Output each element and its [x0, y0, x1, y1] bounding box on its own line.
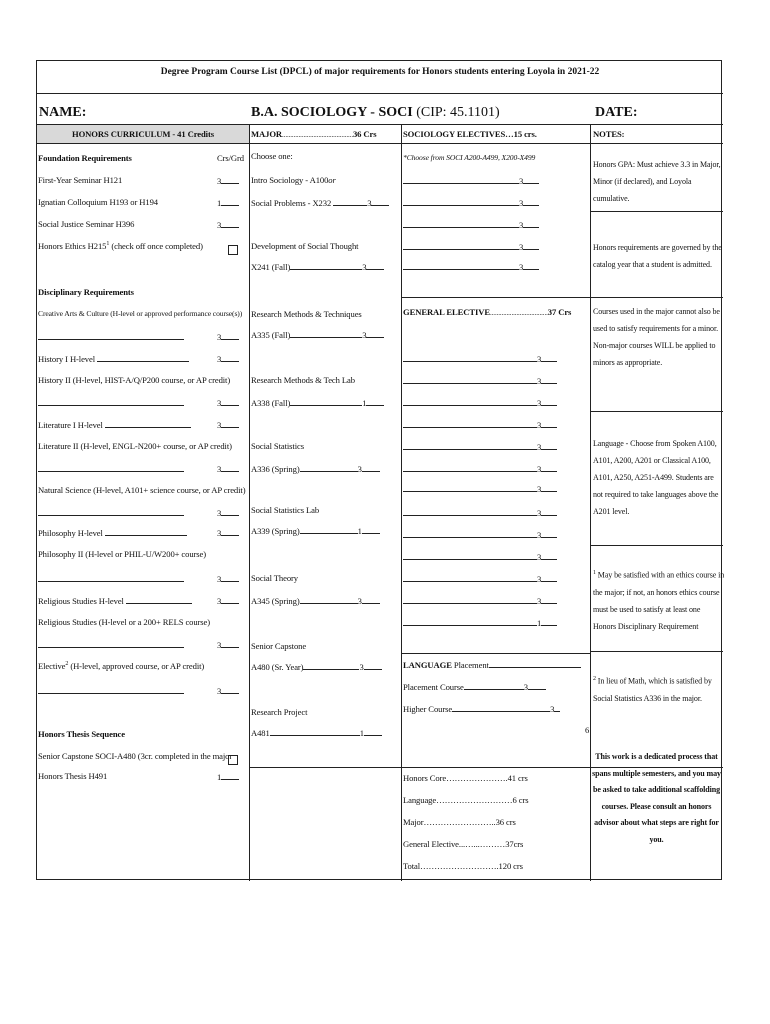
course-line[interactable]: Social Problems - X232 3: [251, 197, 389, 208]
divider: [590, 651, 723, 652]
crs-grd-header: Crs/Grd: [217, 153, 244, 163]
course-line: Senior Capstone: [251, 641, 307, 651]
course-blank[interactable]: [38, 507, 184, 518]
name-label: NAME:: [39, 105, 87, 120]
elective-blank[interactable]: 3: [403, 573, 557, 584]
course-line: Literature I H-level: [38, 419, 191, 430]
elective-blank[interactable]: 3: [403, 175, 539, 186]
credit-entry[interactable]: 1: [217, 771, 239, 782]
elective-blank[interactable]: 3: [403, 551, 557, 562]
math-footnote: $^2$ In lieu of Math, which is satisfied by Social Statistics A336 in the major.: [593, 676, 712, 703]
credit-entry[interactable]: 3: [217, 573, 239, 584]
course-line: History I H-level: [38, 353, 189, 364]
ethics-checkbox[interactable]: [228, 241, 238, 259]
course-line: Ignatian Colloquium H193 or H194: [38, 197, 158, 207]
elective-blank[interactable]: 3: [403, 463, 557, 474]
course-line[interactable]: A481 1: [251, 727, 382, 738]
credit-entry[interactable]: 3: [217, 507, 239, 518]
course-blank[interactable]: [38, 397, 184, 408]
credit-entry[interactable]: 3: [217, 595, 239, 606]
disciplinary-heading: Disciplinary Requirements: [38, 287, 134, 297]
elective-blank[interactable]: 3: [403, 419, 557, 430]
course-line: Philosophy II (H-level or PHIL-U/W200+ course): [38, 549, 207, 559]
total-row: General Elective...…...………37crs: [403, 839, 524, 849]
elective-blank[interactable]: 3: [403, 241, 539, 252]
course-line: First-Year Seminar H121: [38, 175, 123, 185]
notes-heading: NOTES:: [593, 129, 625, 139]
thesis-note: This work is a dedicated process that spans multiple semesters, and you may be asked to take additional scaffolding courses. Please consult an honors advisor about what steps are right for you.: [592, 752, 721, 844]
course-line[interactable]: A336 (Spring) 3: [251, 463, 380, 474]
divider: [37, 93, 723, 94]
course-line[interactable]: A335 (Fall) 3: [251, 329, 384, 340]
divider: [401, 297, 723, 298]
course-line: History II (H-level, HIST-A/Q/P200 course, or AP credit): [38, 375, 231, 385]
course-line: Creative Arts & Culture (H-level or approved performance course(s)): [38, 309, 243, 318]
course-blank[interactable]: [38, 685, 184, 696]
elective-blank[interactable]: 3: [403, 397, 557, 408]
credit-entry[interactable]: 3: [217, 639, 239, 650]
credit-entry[interactable]: 3: [217, 175, 239, 186]
course-line: Social Theory: [251, 573, 298, 583]
course-line: Development of Social Thought: [251, 241, 359, 251]
elective-blank[interactable]: 3: [403, 353, 557, 364]
course-line: Philosophy H-level: [38, 527, 187, 538]
credit-entry[interactable]: 3: [217, 219, 239, 230]
divider: [590, 143, 723, 144]
date-label: DATE:: [595, 105, 638, 120]
course-line: Intro Sociology - A100or: [251, 175, 336, 185]
credit-entry[interactable]: 3: [217, 527, 239, 538]
course-line: Research Methods & Techniques: [251, 309, 362, 319]
credit-entry[interactable]: 3: [217, 397, 239, 408]
foundation-heading: Foundation Requirements: [38, 153, 132, 163]
program-title: B.A. SOCIOLOGY - SOCI (CIP: 45.1101): [251, 105, 500, 120]
course-line: Social Statistics: [251, 441, 304, 451]
course-line: Religious Studies (H-level or a 200+ RELS course): [38, 617, 211, 627]
electives-note: *Choose from SOCI A200-A499, X200-X499: [403, 153, 536, 162]
elective-blank[interactable]: 1: [403, 617, 557, 628]
dpcl-form: [36, 60, 725, 880]
course-line: Honors Ethics $H215^1$ (check off once completed): [38, 241, 203, 251]
course-line[interactable]: X241 (Fall) 3: [251, 261, 384, 272]
soc-electives-heading: SOCIOLOGY ELECTIVES…15 crs.: [403, 129, 537, 139]
general-elective-heading: GENERAL ELECTIVE...................................37 Crs: [403, 307, 572, 317]
elective-blank[interactable]: 3: [403, 375, 557, 386]
major-heading: MAJOR...........................................36 Crs: [251, 129, 377, 139]
course-line: Senior Capstone SOCI-A480 (3cr. completed in the major: [38, 751, 233, 761]
course-line: Honors Thesis H491: [38, 771, 108, 781]
elective-blank[interactable]: 3: [403, 441, 557, 452]
elective-blank[interactable]: 3: [403, 197, 539, 208]
course-blank[interactable]: [38, 331, 184, 342]
course-line: Research Methods & Tech Lab: [251, 375, 355, 385]
course-line[interactable]: A338 (Fall) 1: [251, 397, 384, 408]
divider: [37, 124, 723, 125]
honors-heading: HONORS CURRICULUM - 41 Credits: [72, 129, 214, 139]
credit-entry[interactable]: 3: [217, 331, 239, 342]
divider: [401, 143, 590, 144]
language-heading[interactable]: LANGUAGE Placement: [403, 659, 581, 670]
course-line: Religious Studies H-level: [38, 595, 192, 606]
catalog-note: Honors requirements are governed by the catalog year that a student is admitted.: [593, 243, 722, 269]
total-row: Total……………………….120 crs: [403, 861, 523, 871]
credit-entry[interactable]: 3: [217, 685, 239, 696]
elective-blank[interactable]: 3: [403, 219, 539, 230]
divider: [590, 211, 723, 212]
course-line: Literature II (H-level, ENGL-N200+ course, or AP credit): [38, 441, 232, 451]
course-blank[interactable]: [38, 573, 184, 584]
credit-entry[interactable]: 3: [217, 463, 239, 474]
divider: [401, 653, 590, 654]
course-line: Elective$^2$ (H-level, approved course, or AP credit): [38, 661, 205, 671]
course-line: Natural Science (H-level, A101+ science course, or AP credit): [38, 485, 246, 495]
higher-course[interactable]: Higher Course 3: [403, 703, 560, 714]
thesis-heading: Honors Thesis Sequence: [38, 729, 125, 739]
course-blank[interactable]: [38, 463, 184, 474]
elective-blank[interactable]: 3: [403, 507, 557, 518]
placement-course[interactable]: Placement Course 3: [403, 681, 546, 692]
course-blank[interactable]: [38, 639, 184, 650]
choose-one: Choose one:: [251, 151, 293, 161]
elective-blank[interactable]: 3: [403, 261, 539, 272]
elective-blank[interactable]: 3: [403, 595, 557, 606]
course-line[interactable]: A339 (Spring) 1: [251, 525, 380, 536]
course-line: Social Justice Seminar H396: [38, 219, 135, 229]
minor-note: Courses used in the major cannot also be used to satisfy requirements for a minor. Non-major courses WILL be applied to minors as appropriate.: [593, 307, 720, 367]
form-title: Degree Program Course List (DPCL) of major requirements for Honors students entering Loyola in 2021-22: [160, 67, 600, 77]
language-credits: 6: [585, 725, 590, 735]
total-row: Major……………………..36 crs: [403, 817, 516, 827]
course-line[interactable]: A480 (Sr. Year) 3: [251, 661, 382, 672]
divider: [590, 411, 723, 412]
course-line[interactable]: A345 (Spring) 3: [251, 595, 380, 606]
divider: [37, 143, 401, 144]
total-row: Honors Core………………….41 crs: [403, 773, 528, 783]
credit-entry[interactable]: 3: [217, 353, 239, 364]
capstone-checkbox[interactable]: [228, 751, 238, 769]
course-line: Research Project: [251, 707, 308, 717]
ethics-footnote: $^1$ May be satisfied with an ethics course in the major; if not, an honors ethics course must be used to satisfy at least one Honors Disciplinary Requirement: [593, 570, 725, 631]
divider: [590, 545, 723, 546]
total-row: Language………………………6 crs: [403, 795, 529, 805]
language-note: Language - Choose from Spoken A100, A101, A200, A201 or Classical A100, A101, A250, A251-A499. Students are not required to take languages above the A201 level.: [593, 439, 719, 516]
elective-blank[interactable]: 3: [403, 483, 557, 494]
credit-entry[interactable]: 3: [217, 419, 239, 430]
gpa-note: Honors GPA: Must achieve 3.3 in Major, Minor (if declared), and Loyola cumulative.: [593, 160, 721, 203]
course-line: Social Statistics Lab: [251, 505, 320, 515]
elective-blank[interactable]: 3: [403, 529, 557, 540]
credit-entry[interactable]: 1: [217, 197, 239, 208]
